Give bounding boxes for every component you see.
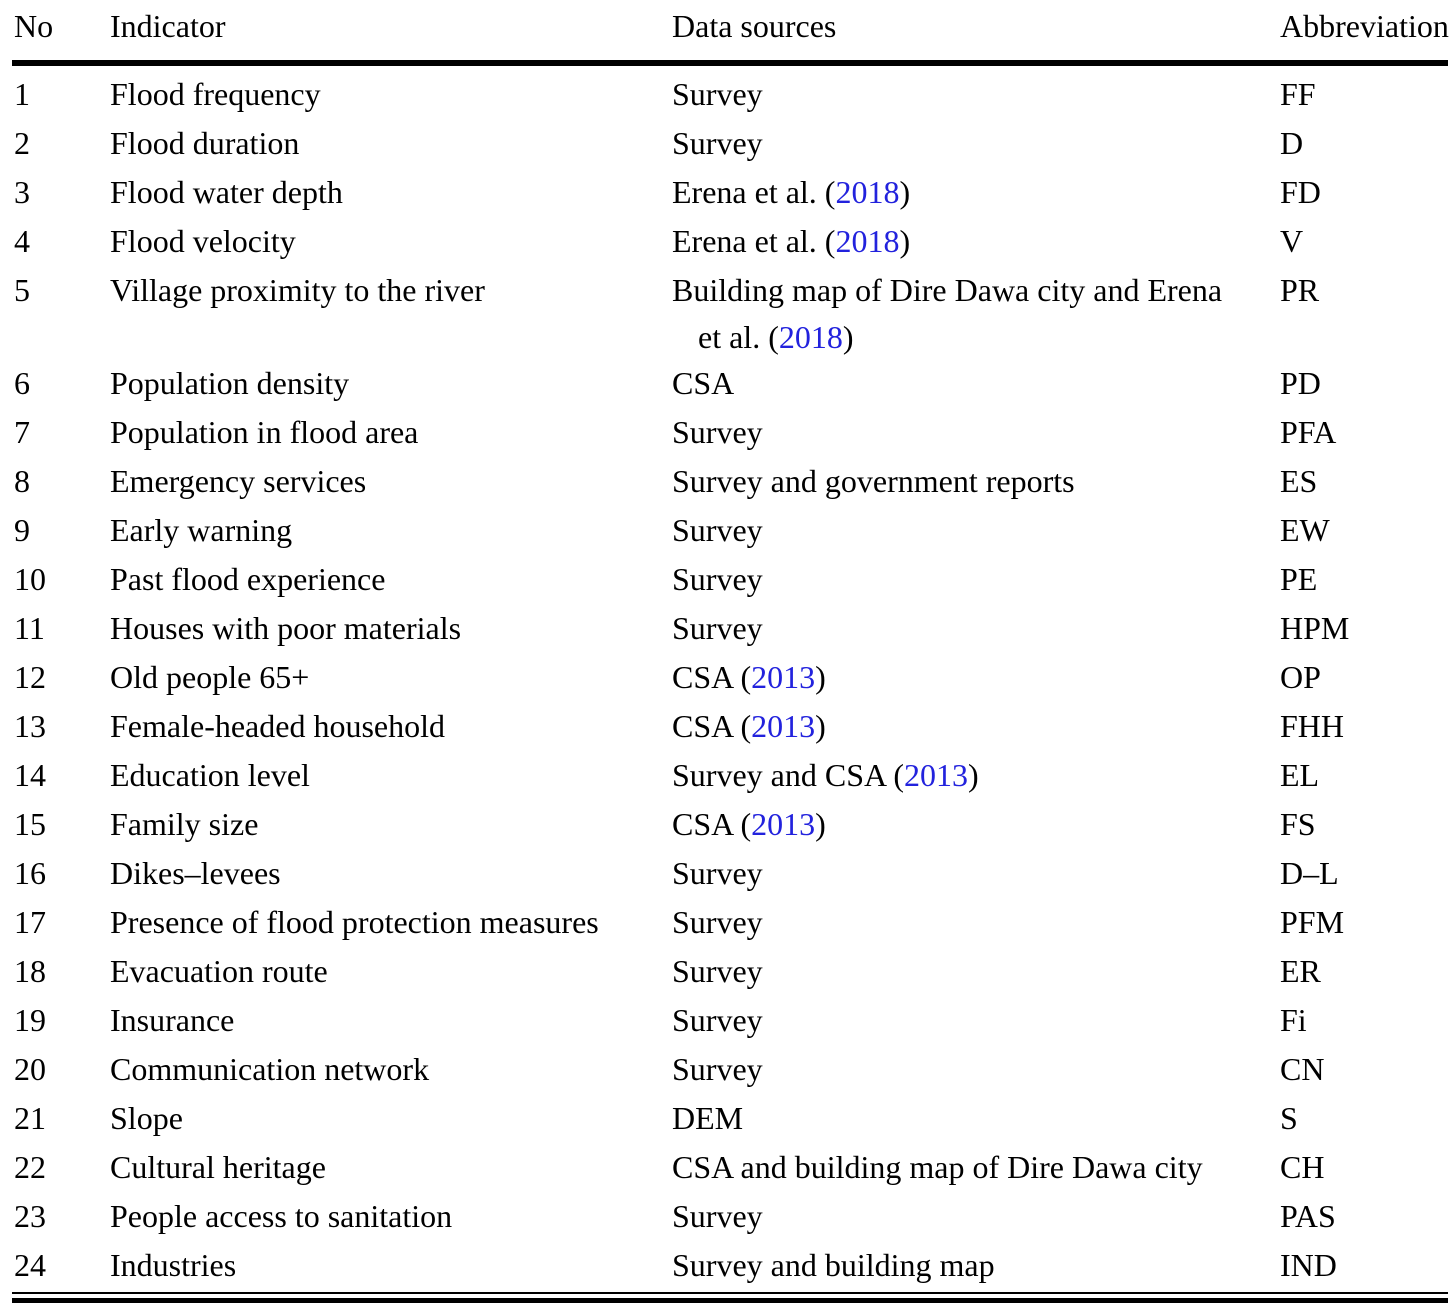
abbreviation-cell: ER: [1280, 953, 1321, 989]
table-row: [12, 996, 1448, 1045]
table-row: [12, 653, 1448, 702]
source-line: [672, 996, 1280, 1045]
indicator-cell: Flood frequency: [110, 76, 321, 112]
source-line: [672, 1192, 1280, 1241]
table-row: [12, 457, 1448, 506]
indicator-cell: Insurance: [110, 1002, 235, 1038]
table-row: [12, 359, 1448, 408]
citation-year-link[interactable]: 2018: [778, 319, 843, 355]
row-number-cell: 7: [14, 414, 30, 450]
source-line: [672, 653, 1280, 702]
abbreviation-cell: FF: [1280, 76, 1316, 112]
citation-year-link[interactable]: 2013: [904, 757, 968, 793]
source-line: [672, 947, 1280, 996]
bottom-rule-thick: [12, 1298, 1448, 1303]
source-text: CSA (: [672, 806, 752, 842]
citation-year-link[interactable]: 2018: [835, 223, 900, 259]
source-line: [672, 315, 1280, 359]
data-source-cell: [672, 266, 1280, 359]
table-row: [12, 408, 1448, 457]
table-row: [12, 1143, 1448, 1192]
table-row: [12, 947, 1448, 996]
source-text: ): [968, 757, 979, 793]
source-text: Survey: [672, 904, 763, 940]
source-text: CSA (: [672, 659, 752, 695]
data-source-cell: [672, 898, 1280, 947]
source-text: CSA (: [672, 708, 752, 744]
row-number-cell: 13: [14, 708, 46, 744]
data-source-cell: [672, 555, 1280, 604]
row-number-cell: 16: [14, 855, 46, 891]
indicator-cell: Communication network: [110, 1051, 430, 1087]
source-text: Survey: [672, 414, 763, 450]
data-source-cell: [672, 849, 1280, 898]
data-source-cell: [672, 119, 1280, 168]
row-number-cell: 14: [14, 757, 46, 793]
abbreviation-cell: V: [1280, 223, 1304, 259]
source-line: [672, 1143, 1280, 1192]
source-text: Survey: [672, 76, 763, 112]
indicator-cell: Evacuation route: [110, 953, 328, 989]
abbreviation-cell: HPM: [1280, 610, 1350, 646]
source-text: Erena et al. (: [672, 223, 836, 259]
bottom-rule-thin: [12, 1292, 1448, 1294]
abbreviation-cell: OP: [1280, 659, 1321, 695]
data-source-cell: [672, 996, 1280, 1045]
table-row: [12, 1192, 1448, 1241]
source-line: [672, 359, 1280, 408]
table-row: [12, 800, 1448, 849]
table-row: [12, 849, 1448, 898]
indicator-cell: Family size: [110, 806, 259, 842]
source-line: [672, 1094, 1280, 1143]
data-source-cell: [672, 800, 1280, 849]
row-number-cell: 23: [14, 1198, 46, 1234]
indicator-cell: Early warning: [110, 512, 293, 548]
header-row: [12, 0, 1448, 63]
data-source-cell: [672, 408, 1280, 457]
source-text: Survey: [672, 1002, 763, 1038]
citation-year-link[interactable]: 2018: [835, 174, 900, 210]
table-row: [12, 1045, 1448, 1094]
source-text: Survey: [672, 512, 763, 548]
source-line: [672, 898, 1280, 947]
data-source-cell: [672, 63, 1280, 119]
source-text: ): [899, 223, 911, 259]
source-text: et al. (: [698, 319, 779, 355]
indicator-cell: Past flood experience: [110, 561, 386, 597]
row-number-cell: 24: [14, 1247, 46, 1283]
row-number-cell: 9: [14, 512, 30, 548]
data-source-cell: [672, 359, 1280, 408]
table-row: [12, 63, 1448, 119]
data-source-cell: [672, 1143, 1280, 1192]
abbreviation-cell: Fi: [1280, 1002, 1307, 1038]
source-text: ): [899, 174, 911, 210]
abbreviation-cell: ES: [1280, 463, 1318, 499]
source-text: ): [815, 708, 826, 744]
data-source-cell: [672, 1192, 1280, 1241]
source-text: Survey: [672, 561, 763, 597]
source-line: [672, 266, 1280, 315]
source-line: [672, 457, 1280, 506]
indicator-cell: Dikes–levees: [110, 855, 281, 891]
citation-year-link[interactable]: 2013: [751, 708, 816, 744]
citation-year-link[interactable]: 2013: [751, 806, 816, 842]
indicator-cell: Population density: [110, 365, 350, 401]
indicator-cell: Education level: [110, 757, 310, 793]
abbreviation-cell: D–L: [1280, 855, 1339, 891]
data-source-cell: [672, 457, 1280, 506]
source-text: Survey: [672, 1051, 763, 1087]
source-text: Survey: [672, 125, 763, 161]
source-line: [672, 849, 1280, 898]
indicator-cell: Industries: [110, 1247, 237, 1283]
abbreviation-cell: IND: [1280, 1247, 1337, 1283]
table-row: [12, 506, 1448, 555]
table-body: [12, 63, 1448, 1290]
abbreviation-cell: FD: [1280, 174, 1321, 210]
abbreviation-cell: D: [1280, 125, 1304, 161]
indicator-cell: Presence of flood protection measures: [110, 904, 599, 940]
abbreviation-cell: CN: [1280, 1051, 1325, 1087]
source-line: [672, 70, 1280, 119]
row-number-cell: 19: [14, 1002, 46, 1038]
row-number-cell: 1: [14, 76, 30, 112]
table-row: [12, 702, 1448, 751]
data-source-cell: [672, 653, 1280, 702]
row-number-cell: 5: [14, 272, 30, 308]
indicator-cell: Slope: [110, 1100, 183, 1136]
source-text: Survey and government reports: [672, 463, 1075, 499]
source-line: [672, 751, 1280, 800]
table-header: [12, 0, 1448, 63]
row-number-cell: 17: [14, 904, 46, 940]
indicator-cell: Emergency services: [110, 463, 367, 499]
row-number-cell: 10: [14, 561, 46, 597]
indicator-cell: Flood velocity: [110, 223, 296, 259]
abbreviation-cell: CH: [1280, 1149, 1325, 1185]
indicator-cell: Village proximity to the river: [110, 272, 485, 308]
table-row: [12, 555, 1448, 604]
abbreviation-cell: FHH: [1280, 708, 1345, 744]
indicator-cell: Flood water depth: [110, 174, 343, 210]
column-header-no: No: [12, 0, 110, 63]
abbreviation-cell: PAS: [1280, 1198, 1336, 1234]
row-number-cell: 11: [14, 610, 45, 646]
table-row: [12, 217, 1448, 266]
data-source-cell: [672, 947, 1280, 996]
row-number-cell: 18: [14, 953, 46, 989]
source-line: [672, 800, 1280, 849]
source-text: Building map of Dire Dawa city and Erena: [672, 272, 1223, 308]
row-number-cell: 4: [14, 223, 30, 259]
data-source-cell: [672, 168, 1280, 217]
indicator-cell: Houses with poor materials: [110, 610, 462, 646]
data-source-cell: [672, 1241, 1280, 1290]
table-row: [12, 751, 1448, 800]
column-header-abbreviation: Abbreviation: [1280, 0, 1448, 63]
source-line: [672, 506, 1280, 555]
source-line: [672, 217, 1280, 266]
indicator-cell: Female-headed household: [110, 708, 445, 744]
abbreviation-cell: PR: [1280, 272, 1320, 308]
row-number-cell: 8: [14, 463, 30, 499]
abbreviation-cell: S: [1280, 1100, 1298, 1136]
table-row: [12, 604, 1448, 653]
table-row: [12, 119, 1448, 168]
source-line: [672, 1045, 1280, 1094]
indicator-cell: Cultural heritage: [110, 1149, 326, 1185]
source-line: [672, 604, 1280, 653]
source-line: [672, 1241, 1280, 1290]
abbreviation-cell: PE: [1280, 561, 1318, 597]
table-row: [12, 1241, 1448, 1290]
source-text: Survey and CSA (: [672, 757, 904, 793]
data-source-cell: [672, 217, 1280, 266]
source-text: Survey: [672, 953, 763, 989]
source-text: Erena et al. (: [672, 174, 836, 210]
abbreviation-cell: PFA: [1280, 414, 1337, 450]
table-row: [12, 266, 1448, 359]
indicator-cell: Population in flood area: [110, 414, 419, 450]
source-text: DEM: [672, 1100, 744, 1136]
data-source-cell: [672, 604, 1280, 653]
indicators-table: [12, 0, 1448, 1290]
row-number-cell: 15: [14, 806, 46, 842]
indicator-cell: People access to sanitation: [110, 1198, 453, 1234]
data-source-cell: [672, 1094, 1280, 1143]
table-row: [12, 1094, 1448, 1143]
abbreviation-cell: PD: [1280, 365, 1321, 401]
abbreviation-cell: PFM: [1280, 904, 1345, 940]
column-header-indicator: Indicator: [110, 0, 672, 63]
data-source-cell: [672, 1045, 1280, 1094]
column-header-data-sources: Data sources: [672, 0, 1280, 63]
abbreviation-cell: FS: [1280, 806, 1316, 842]
source-text: Survey and building map: [672, 1247, 995, 1283]
source-line: [672, 555, 1280, 604]
source-line: [672, 119, 1280, 168]
source-text: CSA: [672, 365, 735, 401]
row-number-cell: 3: [14, 174, 30, 210]
source-text: Survey: [672, 1198, 763, 1234]
source-line: [672, 702, 1280, 751]
data-source-cell: [672, 702, 1280, 751]
row-number-cell: 21: [14, 1100, 46, 1136]
source-text: Survey: [672, 855, 763, 891]
source-line: [672, 408, 1280, 457]
row-number-cell: 22: [14, 1149, 46, 1185]
indicator-cell: Old people 65+: [110, 659, 310, 695]
source-text: Survey: [672, 610, 763, 646]
source-line: [672, 168, 1280, 217]
row-number-cell: 2: [14, 125, 30, 161]
indicator-cell: Flood duration: [110, 125, 300, 161]
source-text: ): [842, 319, 854, 355]
row-number-cell: 6: [14, 365, 30, 401]
abbreviation-cell: EL: [1280, 757, 1320, 793]
source-text: ): [815, 806, 826, 842]
source-text: ): [815, 659, 826, 695]
abbreviation-cell: EW: [1280, 512, 1330, 548]
table-row: [12, 168, 1448, 217]
row-number-cell: 12: [14, 659, 46, 695]
citation-year-link[interactable]: 2013: [751, 659, 816, 695]
source-text: CSA and building map of Dire Dawa city: [672, 1149, 1203, 1185]
row-number-cell: 20: [14, 1051, 46, 1087]
data-source-cell: [672, 506, 1280, 555]
data-source-cell: [672, 751, 1280, 800]
table-row: [12, 898, 1448, 947]
